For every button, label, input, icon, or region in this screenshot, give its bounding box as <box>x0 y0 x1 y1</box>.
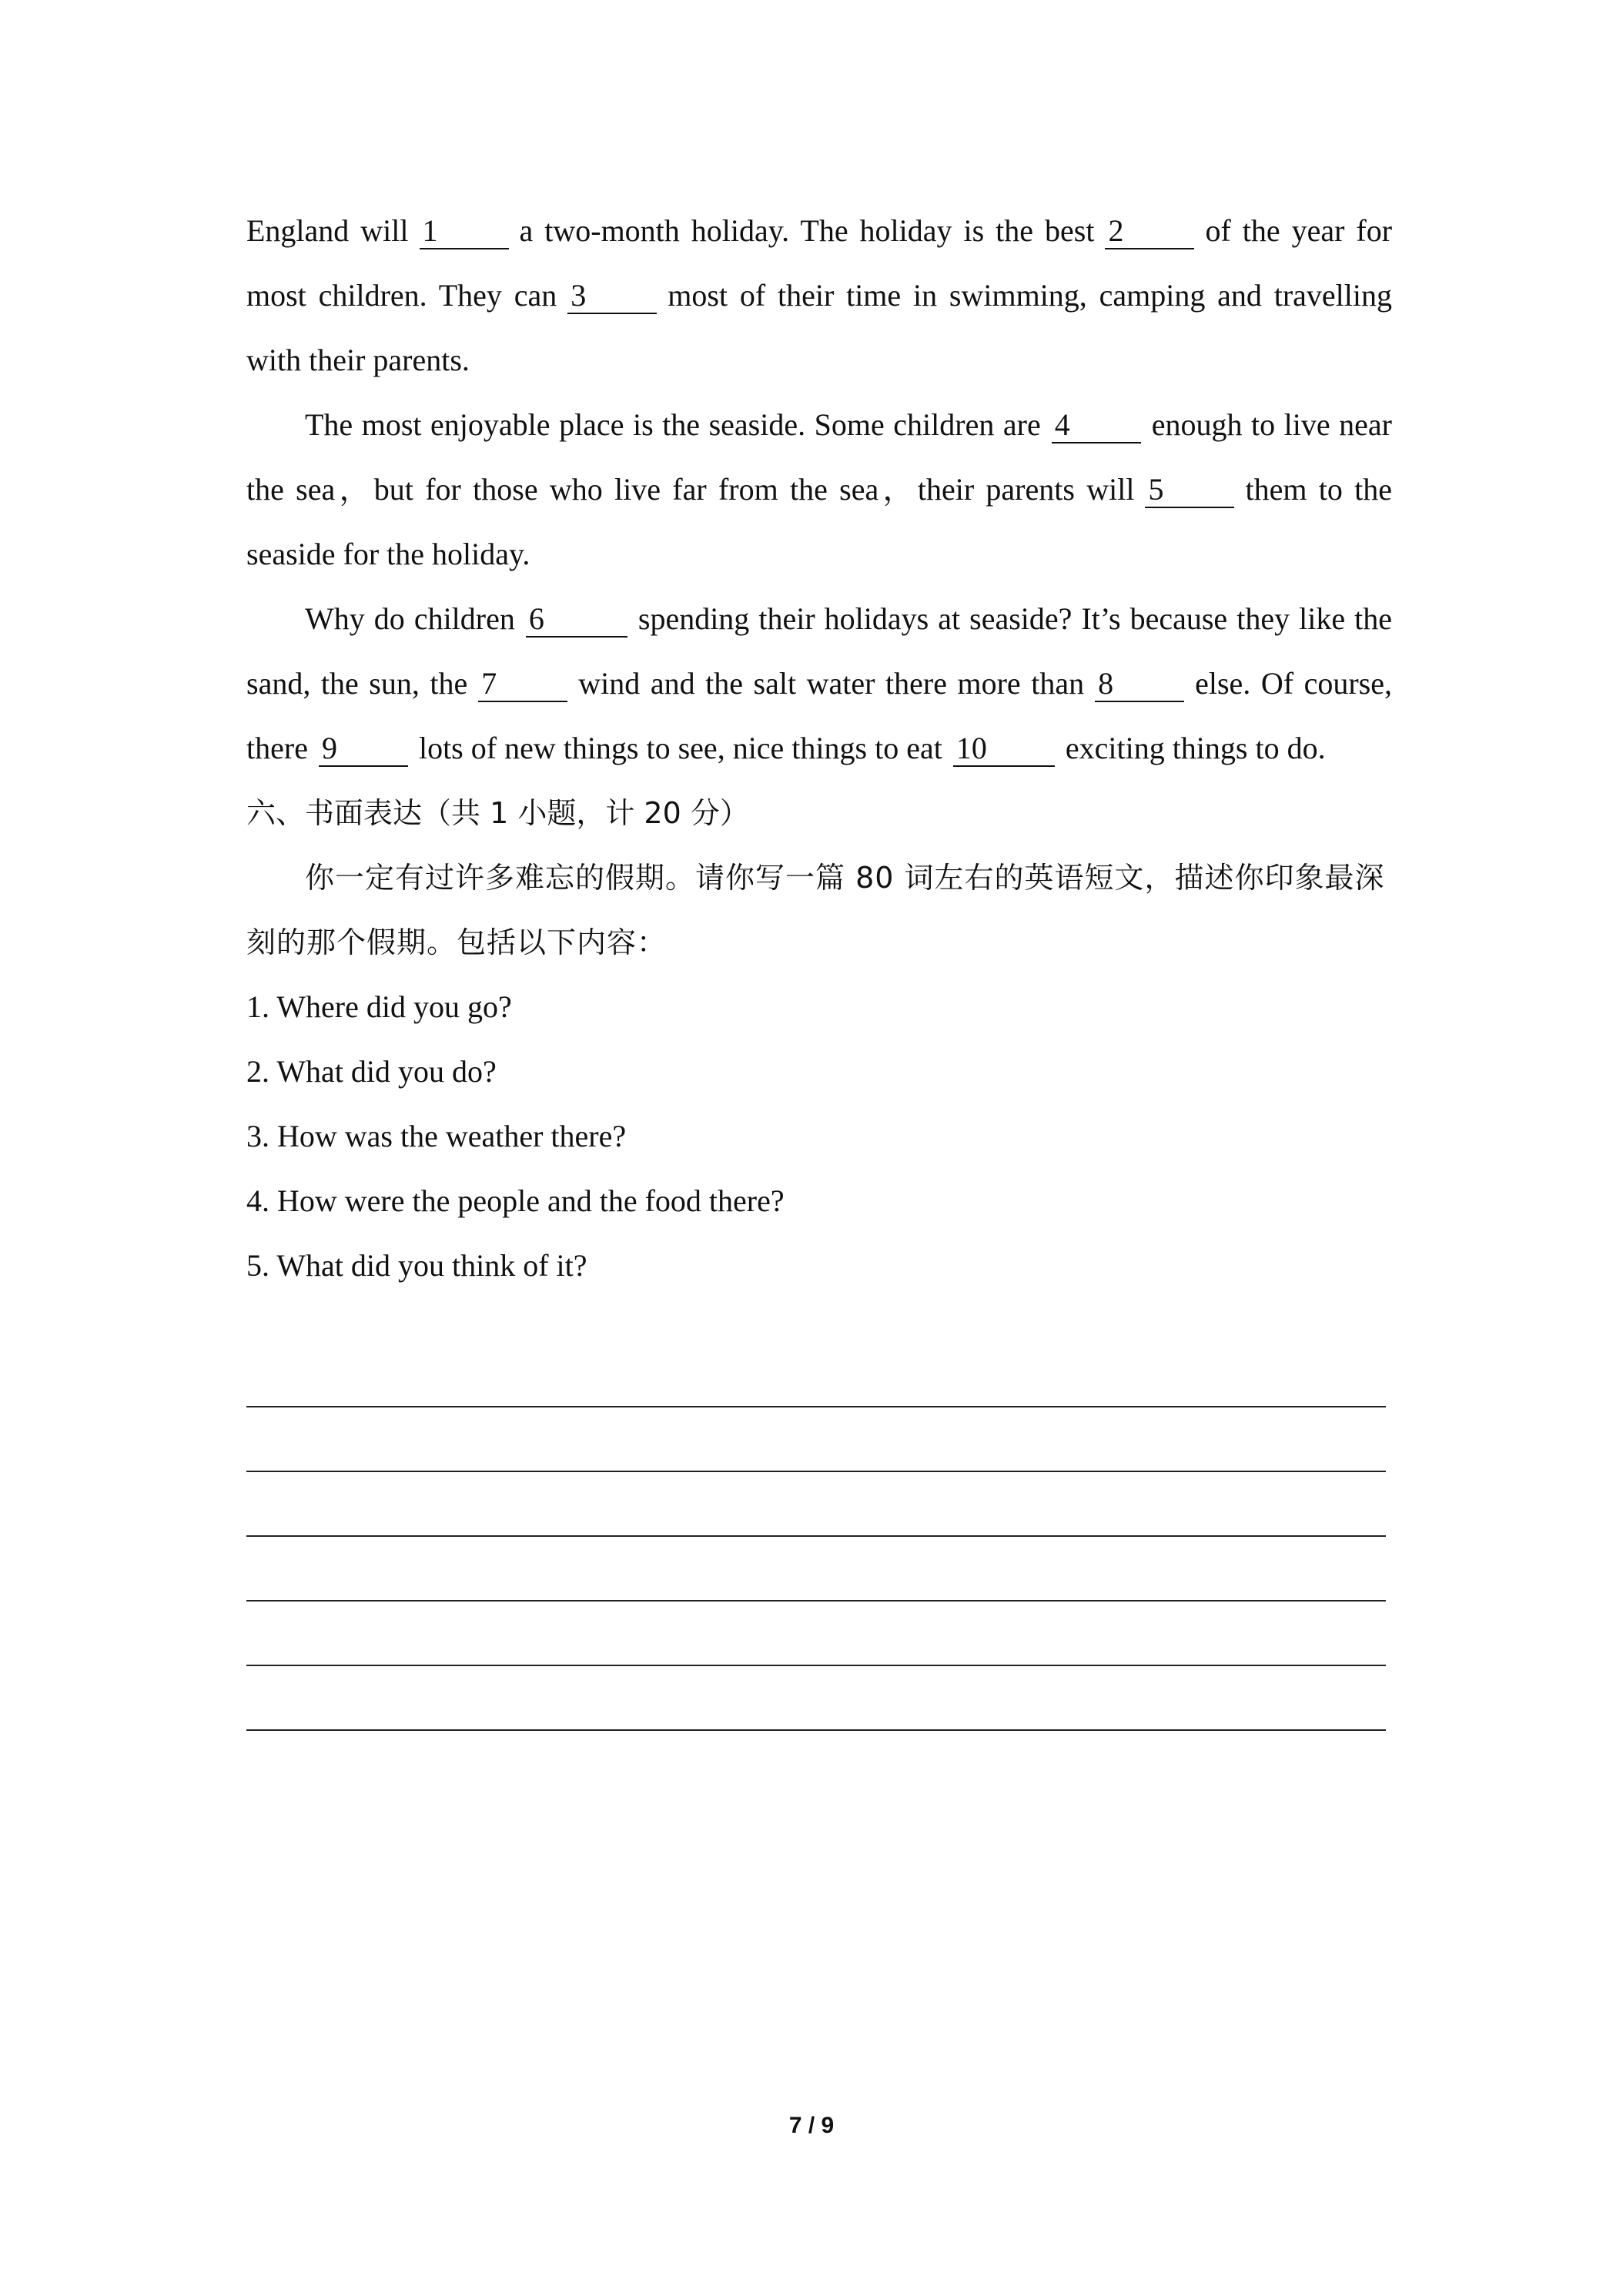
writing-prompt-question: 3. How was the weather there? <box>246 1119 627 1153</box>
passage-text: The most enjoyable place is the seaside. Some children are <box>305 407 1041 442</box>
blank-10: 10 <box>953 731 1055 767</box>
blank-8: 8 <box>1095 667 1184 702</box>
answer-line <box>246 1537 1386 1602</box>
answer-line <box>246 1666 1386 1731</box>
passage-text: them to the seaside for the holiday. <box>246 472 1392 571</box>
passage-text: England will <box>246 213 409 248</box>
passage-text: enough to live near the sea，but for those who live far from the sea，their parents will <box>246 407 1392 507</box>
passage-paragraph-3 <box>246 587 1392 781</box>
passage-text: exciting things to do. <box>1065 731 1326 765</box>
passage-text: Why do children <box>305 601 515 636</box>
passage-paragraph-1 <box>246 199 1392 393</box>
blank-3: 3 <box>567 279 657 314</box>
writing-prompt-question: 4. How were the people and the food there? <box>246 1183 785 1218</box>
blank-9: 9 <box>319 731 408 767</box>
passage-text: of the year for most children. They can <box>246 213 1393 313</box>
section-title: 六、书面表达（共 1 小题，计 20 分） <box>246 796 749 830</box>
writing-prompt-question: 5. What did you think of it? <box>246 1248 587 1283</box>
blank-6: 6 <box>526 602 627 638</box>
passage-text: a two-month holiday. The holiday is the best <box>519 213 1095 248</box>
writing-prompt-question: 1. Where did you go? <box>246 989 512 1024</box>
writing-instruction: 你一定有过许多难忘的假期。请你写一篇 80 词左右的英语短文，描述你印象最深刻的那个假期。包括以下内容： <box>246 861 1385 959</box>
writing-prompt-question: 2. What did you do? <box>246 1054 497 1089</box>
passage-text: lots of new things to see, nice things to eat <box>418 731 942 765</box>
passage-text: spending their holidays at seaside? It’s because they like the sand, the sun, the <box>246 601 1392 701</box>
blank-5: 5 <box>1145 473 1234 508</box>
answer-line <box>246 1407 1386 1472</box>
passage-text: most of their time in swimming, camping and travelling with their parents. <box>246 278 1393 377</box>
answer-line <box>246 1472 1386 1537</box>
blank-2: 2 <box>1105 214 1194 249</box>
blank-4: 4 <box>1052 408 1141 443</box>
answer-lines <box>246 1355 1386 1731</box>
blank-1: 1 <box>420 214 509 249</box>
answer-line <box>246 1355 1386 1407</box>
passage-text: wind and the salt water there more than <box>578 666 1085 701</box>
passage-paragraph-2 <box>246 393 1392 587</box>
answer-line <box>246 1602 1386 1666</box>
passage-text: else. Of course, there <box>246 666 1392 765</box>
blank-7: 7 <box>478 667 567 702</box>
page-number: 7 / 9 <box>788 2113 835 2138</box>
cloze-passage <box>246 199 1392 1298</box>
